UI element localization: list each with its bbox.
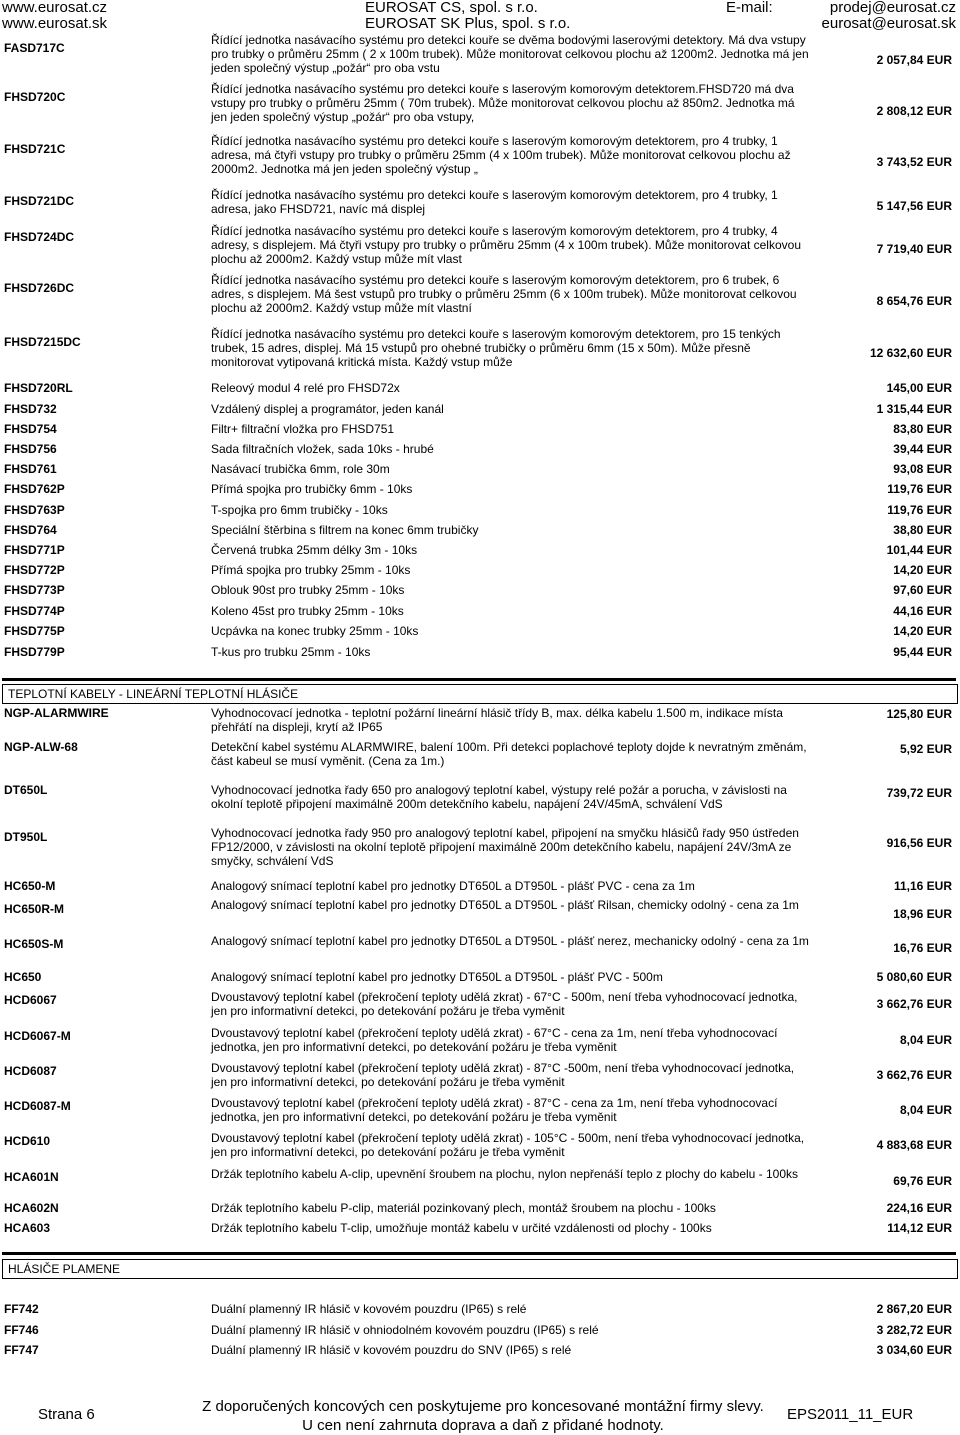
product-description: Přímá spojka pro trubky 25mm - 10ks	[211, 563, 411, 577]
product-price: 739,72 EUR	[886, 786, 952, 800]
product-price: 38,80 EUR	[893, 523, 952, 537]
product-code: FASD717C	[4, 41, 65, 55]
product-code: FHSD771P	[4, 543, 65, 557]
product-price: 39,44 EUR	[893, 442, 952, 456]
product-price: 3 282,72 EUR	[876, 1323, 952, 1337]
product-price: 18,96 EUR	[893, 907, 952, 921]
product-description: Nasávací trubička 6mm, role 30m	[211, 462, 390, 476]
product-code: HC650S-M	[4, 937, 64, 951]
section-title-temperature-cables: TEPLOTNÍ KABELY - LINEÁRNÍ TEPLOTNÍ HLÁSIČE	[2, 684, 958, 704]
product-price: 145,00 EUR	[886, 381, 952, 395]
product-code: FF742	[4, 1302, 39, 1316]
product-description: Držák teplotního kabelu P-clip, materiál pozinkovaný plech, montáž šroubem na plochu - 100ks	[211, 1201, 716, 1215]
product-description: Vyhodnocovací jednotka řady 950 pro analogový teplotní kabel, připojení na smyčku hlásičů řady 950 ústředen FP12/2000, v závislosti na okolní teplotě připojení maximálně 200m detekčního kabelu, napájení 24V/3mA ze smyčky, schválení VdS	[211, 826, 799, 868]
product-code: FHSD761	[4, 462, 57, 476]
header-websites	[2, 0, 107, 32]
product-description: Duální plamenný IR hlásič v kovovém pouzdru do SNV (IP65) s relé	[211, 1343, 572, 1357]
website-cz[interactable]: www.eurosat.cz	[2, 0, 108, 16]
product-code: FHSD772P	[4, 563, 65, 577]
product-description: Oblouk 90st pro trubky 25mm - 10ks	[211, 583, 405, 597]
product-description: Detekční kabel systému ALARMWIRE, balení 100m. Při detekci poplachové teploty dojde k nevratným změnám, část kabeul se musí vyměnit. (Cena za 1m.)	[211, 740, 807, 768]
section-divider	[2, 678, 956, 681]
product-description: Řídící jednotka nasávacího systému pro detekci kouře s laserovým komorovým detektorem, pro 4 trubky, 1 adresa, jako FHSD721, navíc má displej	[211, 188, 778, 216]
product-code: HC650	[4, 970, 42, 984]
product-code: HCA602N	[4, 1201, 59, 1215]
product-price: 1 315,44 EUR	[876, 402, 952, 416]
product-description: Koleno 45st pro trubky 25mm - 10ks	[211, 604, 404, 618]
product-price: 83,80 EUR	[893, 422, 952, 436]
page-header	[0, 0, 960, 30]
product-description: Řídící jednotka nasávacího systému pro detekci kouře s laserovým komorovým detektorem, pro 4 trubky, 1 adresa, má čtyři vstupy pro trubky o průměru 25mm (4 x 100m trubek). Může monitorovat celkovou plochu až 2000m2. Jednotka má jen jeden společný výstup „	[211, 134, 791, 176]
product-price: 114,12 EUR	[887, 1221, 952, 1235]
product-code: FHSD762P	[4, 482, 65, 496]
price-note-line-1: Z doporučených koncových cen poskytujeme pro koncesované montážní firmy slevy.	[202, 1398, 764, 1415]
product-code: FHSD763P	[4, 503, 65, 517]
product-description: Dvoustavový teplotní kabel (překročení teploty udělá zkrat) - 105°C - 500m, není třeba vyhodnocovací jednotka, jen pro informativní detekci, po detekování požáru je třeba vyměnit	[211, 1131, 805, 1159]
product-code: HCD610	[4, 1134, 51, 1148]
product-code: FHSD756	[4, 442, 57, 456]
product-price: 8,04 EUR	[899, 1103, 952, 1117]
product-code: FHSD773P	[4, 583, 65, 597]
product-code: FHSD720RL	[4, 381, 73, 395]
product-description: Řídící jednotka nasávacího systému pro detekci kouře s laserovým komorovým detektorem, pro 4 trubky, 4 adresy, s displejem. Má čtyři vstupy pro trubky o průměru 25mm (4 x 100m trubek). Může monitorovat celkovou plochu až 2000m2. Každý vstup může mít vlast	[211, 224, 801, 266]
product-price: 5 080,60 EUR	[876, 970, 952, 984]
company-cs: EUROSAT CS, spol. s r.o.	[365, 0, 538, 16]
product-price: 44,16 EUR	[893, 604, 952, 618]
product-code: HCD6067	[4, 993, 57, 1007]
product-description: T-spojka pro 6mm trubičky - 10ks	[211, 503, 388, 517]
product-price: 14,20 EUR	[893, 563, 952, 577]
email-sk[interactable]: eurosat@eurosat.sk	[821, 15, 956, 32]
section-title-flame-detectors: HLÁSIČE PLAMENE	[2, 1259, 958, 1279]
product-price: 8,04 EUR	[899, 1033, 952, 1047]
section-divider	[2, 1252, 956, 1255]
product-code: FHSD721C	[4, 142, 66, 156]
product-description: Releový modul 4 relé pro FHSD72x	[211, 381, 400, 395]
product-price: 97,60 EUR	[893, 583, 952, 597]
product-price: 2 808,12 EUR	[876, 104, 952, 118]
product-price: 14,20 EUR	[893, 624, 952, 638]
product-code: FHSD774P	[4, 604, 65, 618]
product-code: FHSD721DC	[4, 194, 75, 208]
product-price: 5 147,56 EUR	[876, 199, 952, 213]
product-description: Analogový snímací teplotní kabel pro jednotky DT650L a DT950L - plášť Rilsan, chemicky odolný - cena za 1m	[211, 898, 799, 912]
product-price: 224,16 EUR	[886, 1201, 952, 1215]
product-price: 3 662,76 EUR	[876, 1068, 952, 1082]
product-description: Dvoustavový teplotní kabel (překročení teploty udělá zkrat) - 87°C -500m, není třeba vyhodnocovací jednotka, jen pro informativní detekci, po detekování požáru je třeba vyměnit	[211, 1061, 795, 1089]
email-cz[interactable]: prodej@eurosat.cz	[829, 0, 956, 16]
product-price: 93,08 EUR	[893, 462, 952, 476]
product-code: FHSD775P	[4, 624, 65, 638]
product-price: 7 719,40 EUR	[876, 242, 952, 256]
product-description: Speciální štěrbina s filtrem na konec 6mm trubičky	[211, 523, 479, 537]
product-description: T-kus pro trubku 25mm - 10ks	[211, 645, 371, 659]
product-code: HC650R-M	[4, 902, 65, 916]
product-price: 3 662,76 EUR	[876, 997, 952, 1011]
page-footer	[0, 1392, 960, 1432]
product-code: HCD6087-M	[4, 1099, 71, 1113]
product-price: 2 057,84 EUR	[876, 53, 952, 67]
email-label: E-mail:	[726, 0, 773, 16]
product-description: Ucpávka na konec trubky 25mm - 10ks	[211, 624, 419, 638]
product-description: Řídící jednotka nasávacího systému pro detekci kouře s laserovým komorovým detektorem.FHSD720 má dva vstupy pro trubky o průměru 25mm ( 70m trubek). Může monitorovat celkovou plochu až 850m2. Jednotka má jen jeden společný výstup „požár“ pro oba vstupy,	[211, 82, 795, 124]
product-price: 95,44 EUR	[893, 645, 952, 659]
product-code: NGP-ALARMWIRE	[4, 706, 109, 720]
product-price: 69,76 EUR	[893, 1174, 952, 1188]
product-price: 125,80 EUR	[886, 707, 952, 721]
product-code: FHSD726DC	[4, 281, 75, 295]
product-description: Přímá spojka pro trubičky 6mm - 10ks	[211, 482, 413, 496]
product-code: FHSD764	[4, 523, 57, 537]
product-code: HC650-M	[4, 879, 56, 893]
product-code: HCD6067-M	[4, 1029, 71, 1043]
product-description: Dvoustavový teplotní kabel (překročení teploty udělá zkrat) - 87°C - cena za 1m, není třeba vyhodnocovací jednotka, jen pro informativní detekci, po detekování požáru je třeba vyměnit	[211, 1096, 778, 1124]
product-description: Držák teplotního kabelu A-clip, upevnění šroubem na plochu, nylon nepřenáší teplo z plochy do kabelu - 100ks	[211, 1167, 799, 1181]
product-description: Analogový snímací teplotní kabel pro jednotky DT650L a DT950L - plášť PVC - cena za 1m	[211, 879, 695, 893]
company-sk: EUROSAT SK Plus, spol. s r.o.	[365, 15, 571, 32]
document-reference: EPS2011_11_EUR	[787, 1406, 914, 1423]
product-price: 12 632,60 EUR	[869, 346, 952, 360]
product-description: Vzdálený displej a programátor, jeden kanál	[211, 402, 444, 416]
product-price: 11,16 EUR	[893, 879, 952, 893]
price-note	[183, 1397, 783, 1435]
product-description: Řídící jednotka nasávacího systému pro detekci kouře se dvěma bodovými laserovými detektory. Má dva vstupy pro trubky o průměru 25mm ( 2 x 100m trubek). Může monitorovat celkovou plochu až 1200m2. Jednotka má jen jeden společný výstup „požár“ pro oba vstu	[211, 33, 809, 75]
product-description: Analogový snímací teplotní kabel pro jednotky DT650L a DT950L - plášť nerez, mechanicky odolný - cena za 1m	[211, 934, 809, 948]
product-code: FHSD720C	[4, 90, 66, 104]
product-description: Vyhodnocovací jednotka - teplotní požární lineární hlásič třídy B, max. délka kabelu 1.500 m, indikace místa přehřátí na displeji, krytí až IP65	[211, 706, 783, 734]
product-code: FF747	[4, 1343, 39, 1357]
product-price: 101,44 EUR	[886, 543, 952, 557]
product-description: Dvoustavový teplotní kabel (překročení teploty udělá zkrat) - 67°C - cena za 1m, není třeba vyhodnocovací jednotka, jen pro informativní detekci, po detekování požáru je třeba vyměnit	[211, 1026, 778, 1054]
product-code: HCA601N	[4, 1170, 59, 1184]
product-code: DT950L	[4, 830, 48, 844]
header-emails	[822, 0, 956, 32]
product-code: FHSD754	[4, 422, 57, 436]
product-description: Vyhodnocovací jednotka řady 650 pro analogový teplotní kabel, výstupy relé požár a porucha, v závislosti na okolní teplotě připojení maximálně 200m detekčního kabelu, napájení 24V/45mA, schválení VdS	[211, 783, 787, 811]
product-code: NGP-ALW-68	[4, 740, 78, 754]
product-description: Duální plamenný IR hlásič v kovovém pouzdru (IP65) s relé	[211, 1302, 527, 1316]
product-price: 4 883,68 EUR	[876, 1138, 952, 1152]
product-code: HCD6087	[4, 1064, 57, 1078]
product-price: 16,76 EUR	[893, 941, 952, 955]
product-code: FF746	[4, 1323, 39, 1337]
header-companies	[365, 0, 570, 32]
product-description: Sada filtračních vložek, sada 10ks - hrubé	[211, 442, 434, 456]
product-description: Analogový snímací teplotní kabel pro jednotky DT650L a DT950L - plášť PVC - 500m	[211, 970, 663, 984]
product-code: DT650L	[4, 783, 48, 797]
product-description: Dvoustavový teplotní kabel (překročení teploty udělá zkrat) - 67°C - 500m, není třeba vyhodnocovací jednotka, jen pro informativní detekci, po detekování požáru je třeba vyměnit	[211, 990, 798, 1018]
product-price: 916,56 EUR	[886, 836, 952, 850]
product-price: 8 654,76 EUR	[876, 294, 952, 308]
product-description: Řídící jednotka nasávacího systému pro detekci kouře s laserovým komorovým detektorem, pro 6 trubek, 6 adres, s displejem. Má šest vstupů pro trubky o průměru 25mm (6 x 100m trubek). Může monitorovat celkovou plochu až 2000m2. Každý vstup může mít vlastní	[211, 273, 797, 315]
product-description: Řídící jednotka nasávacího systému pro detekci kouře s laserovým komorovým detektorem, pro 15 tenkých trubek, 15 adres, displej. Má 15 vstupů pro ohebné trubičky o průměru 6mm (15 x 50m). Může přesně monitorovat vytipovaná kritická místa. Každý vstup může	[211, 327, 781, 369]
product-code: FHSD779P	[4, 645, 65, 659]
product-price: 3 034,60 EUR	[876, 1343, 952, 1357]
product-price: 119,76 EUR	[887, 503, 952, 517]
price-note-line-2: U cen není zahrnuta doprava a daň z přidané hodnoty.	[302, 1417, 664, 1434]
product-description: Držák teplotního kabelu T-clip, umožňuje montáž kabelu v určité vzdálenosti od plochy - 100ks	[211, 1221, 712, 1235]
product-description: Červená trubka 25mm délky 3m - 10ks	[211, 543, 418, 557]
product-description: Filtr+ filtrační vložka pro FHSD751	[211, 422, 395, 436]
product-price: 5,92 EUR	[899, 742, 952, 756]
product-code: HCA603	[4, 1221, 51, 1235]
product-price: 3 743,52 EUR	[876, 155, 952, 169]
product-code: FHSD732	[4, 402, 57, 416]
website-sk[interactable]: www.eurosat.sk	[2, 15, 108, 32]
page-number: Strana 6	[38, 1406, 95, 1423]
product-price: 119,76 EUR	[887, 482, 952, 496]
product-description: Duální plamenný IR hlásič v ohniodolném kovovém pouzdru (IP65) s relé	[211, 1323, 599, 1337]
product-price: 2 867,20 EUR	[876, 1302, 952, 1316]
product-code: FHSD724DC	[4, 230, 75, 244]
product-code: FHSD7215DC	[4, 335, 81, 349]
